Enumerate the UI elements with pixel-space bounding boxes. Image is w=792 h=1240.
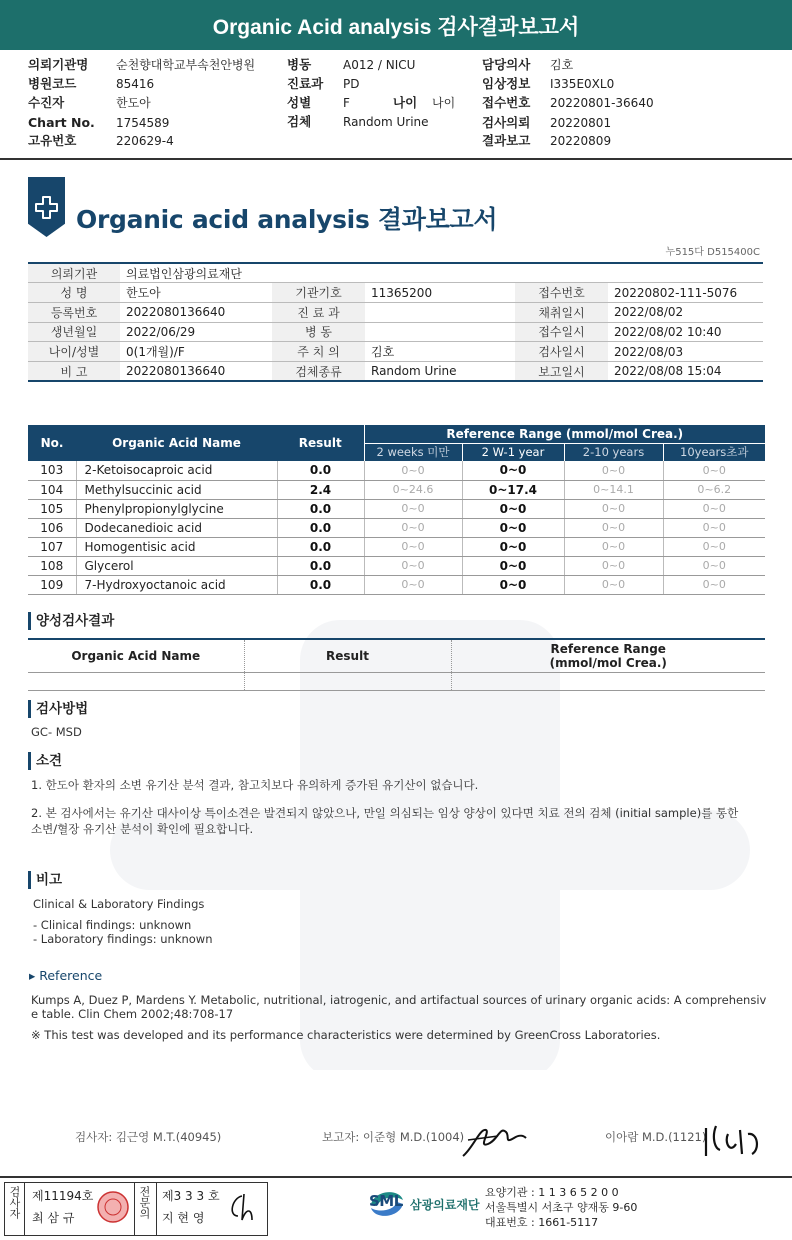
license-number: 제3 3 3 호	[162, 1189, 220, 1203]
info-label: 접수일시	[515, 322, 608, 342]
hdr-value: F	[343, 96, 350, 110]
hdr-label: 검체	[287, 114, 312, 129]
info-value: 2022080136640	[120, 302, 272, 322]
hdr-label: 결과보고	[482, 133, 531, 148]
result-value: 0.0	[277, 556, 364, 575]
signature-icon	[222, 1190, 262, 1226]
result-row	[28, 518, 765, 537]
hdr-label: 성별	[287, 95, 312, 110]
result-row	[28, 575, 765, 594]
info-value: 의료법인삼광의료재단	[120, 263, 763, 283]
info-row	[28, 342, 763, 362]
range-value: 0~0	[462, 556, 564, 575]
range-value: 0~0	[564, 499, 663, 518]
range-value: 0~14.1	[564, 480, 663, 499]
result-value: 0.0	[277, 518, 364, 537]
range-value: 0~0	[564, 537, 663, 556]
info-value: 11365200	[365, 283, 515, 303]
hdr-value: 순천향대학교부속천안병원	[116, 58, 256, 72]
pos-col-result: Result	[244, 639, 451, 672]
positive-results-table	[28, 638, 765, 691]
license-number: 제11194호	[32, 1189, 94, 1203]
range-value: 0~17.4	[462, 480, 564, 499]
range-value: 0~0	[462, 499, 564, 518]
result-value: 0.0	[277, 575, 364, 594]
license-label: 검사자	[8, 1186, 21, 1219]
hdr-value: 220629-4	[116, 134, 174, 148]
hdr-label: 의뢰기관명	[28, 57, 89, 72]
info-label: 나이/성별	[28, 342, 120, 362]
hdr-label: 병원코드	[28, 76, 77, 91]
info-value: 2022/08/02 10:40	[608, 322, 763, 342]
org-logo-text: SML	[369, 1192, 403, 1210]
result-no: 107	[28, 537, 76, 556]
reference-line: Kumps A, Duez P, Mardens Y. Metabolic, nutritional, iatrogenic, and artifactual sources of urinary organic acids: A comprehensiv	[31, 993, 767, 1007]
org-name: 삼광의료재단	[410, 1198, 480, 1212]
remark-line: - Clinical findings: unknown	[33, 918, 192, 932]
range-value: 0~0	[462, 518, 564, 537]
hdr-label: 담당의사	[482, 57, 531, 72]
opinion-line: 1. 한도아 환자의 소변 유기산 분석 결과, 참고치보다 유의하게 증가된 유기산이 없습니다.	[31, 778, 479, 792]
reference-line: e table. Clin Chem 2002;48:708-17	[31, 1007, 234, 1021]
result-no: 108	[28, 556, 76, 575]
info-label: 병 동	[272, 322, 365, 342]
range-value: 0~0	[364, 499, 462, 518]
info-row	[28, 322, 763, 342]
range-value: 0~0	[364, 556, 462, 575]
range-value: 0~0	[364, 575, 462, 594]
col-header-age: 2 weeks 미만	[364, 443, 462, 461]
result-value: 2.4	[277, 480, 364, 499]
org-address-line: 서울특별시 서초구 양재동 9-60	[485, 1201, 638, 1214]
col-header-age: 2 W-1 year	[462, 443, 564, 461]
pos-col-range-a: Reference Range	[550, 641, 666, 656]
seal-icon	[95, 1186, 131, 1228]
info-label: 진 료 과	[272, 302, 365, 322]
result-no: 106	[28, 518, 76, 537]
col-header-no: No.	[28, 425, 76, 461]
result-value: 0.0	[277, 499, 364, 518]
result-row	[28, 556, 765, 575]
license-holder: 지 현 영	[162, 1211, 205, 1225]
col-header-name: Organic Acid Name	[76, 425, 277, 461]
col-header-range: Reference Range (mmol/mol Crea.)	[364, 425, 765, 443]
info-value: 한도아	[120, 283, 272, 303]
info-value: 2022080136640	[120, 361, 272, 381]
result-no: 109	[28, 575, 76, 594]
result-name: Phenylpropionylglycine	[76, 499, 277, 518]
result-name: Glycerol	[76, 556, 277, 575]
report-title: Organic acid analysis 결과보고서	[76, 205, 498, 234]
info-row	[28, 283, 763, 303]
hdr-label: 병동	[287, 57, 312, 72]
range-value: 0~0	[663, 518, 765, 537]
remark-line: Clinical & Laboratory Findings	[33, 897, 205, 911]
hdr-value: 김호	[550, 58, 574, 72]
info-value: Random Urine	[365, 361, 515, 381]
info-value: 2022/08/03	[608, 342, 763, 362]
hdr-label: Chart No.	[28, 115, 95, 130]
divider	[134, 1182, 135, 1236]
info-label: 주 치 의	[272, 342, 365, 362]
range-value: 0~0	[462, 537, 564, 556]
license-label: 전문의	[138, 1186, 151, 1219]
org-address-line: 요양기관 : 1 1 3 6 5 2 0 0	[485, 1186, 619, 1199]
range-value: 0~0	[564, 575, 663, 594]
info-label: 채취일시	[515, 302, 608, 322]
pos-col-name: Organic Acid Name	[28, 639, 244, 672]
hdr-age-label: 나이	[393, 95, 418, 110]
info-row	[28, 302, 763, 322]
info-label: 검체종류	[272, 361, 365, 381]
reference-title: ▸ Reference	[29, 968, 103, 983]
info-value: 20220802-111-5076	[608, 283, 763, 303]
range-value: 0~0	[564, 461, 663, 480]
hdr-value: Random Urine	[343, 115, 429, 129]
pos-cell	[244, 672, 451, 690]
hdr-value: 1754589	[116, 116, 170, 130]
col-header-age: 2-10 years	[564, 443, 663, 461]
info-label: 접수번호	[515, 283, 608, 303]
info-label: 비 고	[28, 361, 120, 381]
hdr-label: 접수번호	[482, 95, 531, 110]
hdr-label: 임상정보	[482, 76, 531, 91]
hdr-value: 20220809	[550, 134, 612, 148]
range-value: 0~0	[364, 518, 462, 537]
info-row	[28, 361, 763, 381]
range-value: 0~0	[364, 537, 462, 556]
range-value: 0~0	[364, 461, 462, 480]
info-value: 0(1개월)/F	[120, 342, 272, 362]
divider	[0, 158, 792, 160]
opinion-line: 2. 본 검사에서는 유기산 대사이상 특이소견은 발견되지 않았으나, 만일 의심되는 임상 양상이 있다면 치료 전의 검체 (initial sample)를 통한	[31, 806, 739, 820]
pos-col-range-b: (mmol/mol Crea.)	[549, 655, 667, 670]
info-label: 성 명	[28, 283, 120, 303]
signer-reporter: 보고자: 이준형 M.D.(1004)	[322, 1130, 465, 1144]
range-value: 0~0	[663, 499, 765, 518]
info-label: 보고일시	[515, 361, 608, 381]
col-header-age: 10years초과	[663, 443, 765, 461]
hdr-label: 검사의뢰	[482, 115, 531, 130]
result-name: Methylsuccinic acid	[76, 480, 277, 499]
range-value: 0~0	[462, 461, 564, 480]
report-logo	[28, 177, 65, 237]
results-table	[28, 425, 765, 595]
result-name: 7-Hydroxyoctanoic acid	[76, 575, 277, 594]
info-value: 2022/08/02	[608, 302, 763, 322]
range-value: 0~6.2	[663, 480, 765, 499]
pos-cell	[451, 672, 765, 690]
result-row	[28, 537, 765, 556]
hdr-value: 20220801	[550, 116, 612, 130]
section-title-method: 검사방법	[28, 700, 88, 718]
info-value: 김호	[365, 342, 515, 362]
footer	[0, 1176, 792, 1240]
hdr-value: A012 / NICU	[343, 58, 416, 72]
signer-tester: 검사자: 김근영 M.T.(40945)	[75, 1130, 222, 1144]
range-value: 0~0	[462, 575, 564, 594]
section-title-positive: 양성검사결과	[28, 612, 114, 630]
info-label: 등록번호	[28, 302, 120, 322]
hdr-value: 85416	[116, 77, 155, 91]
range-value: 0~0	[663, 537, 765, 556]
info-value: 2022/08/08 15:04	[608, 361, 763, 381]
info-label: 기관기호	[272, 283, 365, 303]
info-value	[365, 322, 515, 342]
header-info	[0, 54, 792, 154]
section-title-opinion: 소견	[28, 752, 62, 770]
divider	[156, 1182, 157, 1236]
report-code: 누515다 D515400C	[665, 247, 760, 258]
hdr-value: 한도아	[116, 96, 151, 110]
cross-logo-icon	[28, 183, 65, 233]
result-name: Homogentisic acid	[76, 537, 277, 556]
range-value: 0~0	[663, 556, 765, 575]
result-row	[28, 499, 765, 518]
hdr-label: 수진자	[28, 95, 65, 110]
hdr-label: 고유번호	[28, 133, 77, 148]
hdr-value: I335E0XL0	[550, 77, 615, 91]
info-value: 2022/06/29	[120, 322, 272, 342]
result-value: 0.0	[277, 461, 364, 480]
range-value: 0~0	[564, 556, 663, 575]
signature-icon	[458, 1118, 528, 1162]
result-no: 105	[28, 499, 76, 518]
hdr-age-value: 나이	[432, 96, 456, 110]
opinion-line: 소변/혈장 유기산 분석이 확인에 필요합니다.	[31, 822, 254, 836]
result-row	[28, 461, 765, 480]
result-row	[28, 480, 765, 499]
org-address-line: 대표번호 : 1661-5117	[485, 1216, 599, 1229]
patient-info-table	[28, 262, 763, 382]
license-holder: 최 삼 규	[32, 1211, 75, 1225]
info-value	[365, 302, 515, 322]
hdr-value: 20220801-36640	[550, 96, 654, 110]
range-value: 0~0	[663, 575, 765, 594]
result-name: Dodecanedioic acid	[76, 518, 277, 537]
col-header-result: Result	[277, 425, 364, 461]
divider	[24, 1182, 25, 1236]
hdr-value: PD	[343, 77, 360, 91]
hdr-label: 진료과	[287, 76, 324, 91]
range-value: 0~0	[564, 518, 663, 537]
info-label: 생년월일	[28, 322, 120, 342]
pos-cell	[28, 672, 244, 690]
result-no: 103	[28, 461, 76, 480]
result-value: 0.0	[277, 537, 364, 556]
signer-doctor: 이아람 M.D.(1121)	[605, 1130, 707, 1144]
info-row	[28, 263, 763, 283]
result-no: 104	[28, 480, 76, 499]
range-value: 0~0	[663, 461, 765, 480]
info-label: 의뢰기관	[28, 263, 120, 283]
method-text: GC- MSD	[31, 725, 82, 739]
section-title-remark: 비고	[28, 871, 62, 889]
result-name: 2-Ketoisocaproic acid	[76, 461, 277, 480]
info-label: 검사일시	[515, 342, 608, 362]
reference-note: ※ This test was developed and its performance characteristics were determined by GreenCross Laboratories.	[31, 1028, 661, 1042]
page-banner-title: Organic Acid analysis 검사결과보고서	[0, 0, 792, 50]
pos-col-range	[451, 639, 765, 672]
signature-icon	[700, 1120, 766, 1160]
range-value: 0~24.6	[364, 480, 462, 499]
remark-line: - Laboratory findings: unknown	[33, 932, 213, 946]
